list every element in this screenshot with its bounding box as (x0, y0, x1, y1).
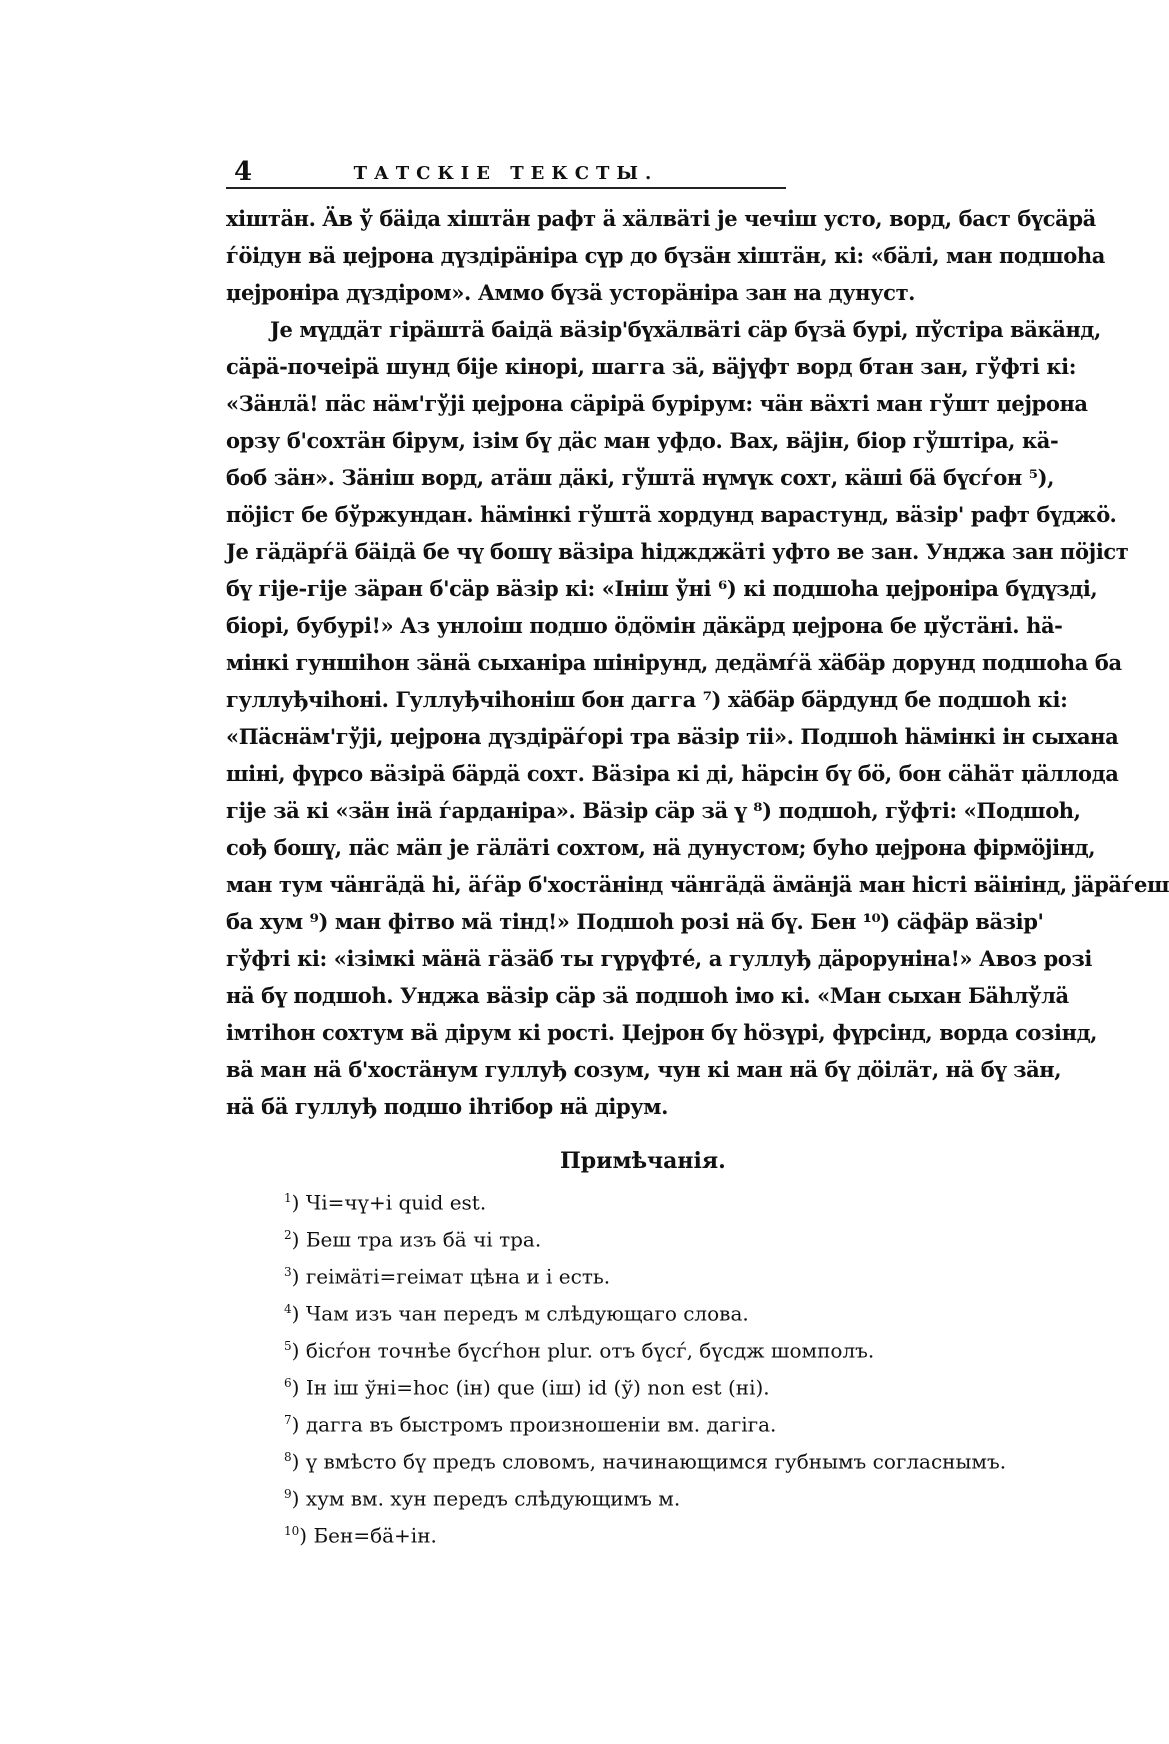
footnote: $^{10}$) Бен=бä+ін. (284, 1523, 437, 1548)
text-line: орзу б'сохтäн бірум, ізім бү дäс ман уфдо. Вах, вäјін, біор гўштіра, кä- (226, 428, 1059, 453)
text-line: пöјіст бе бўржундан. häмінкі гўштä хордунд варастунд, вäзір' рафт бүджö. (226, 502, 1117, 527)
footnote-text: Ін іш ўні=hoc (ін) que (іш) id (ў) non est (ні). (305, 1375, 770, 1400)
footnote: $^8$) ү вмѣсто бү предъ словомъ, начинающимся губнымъ согласнымъ. (284, 1449, 1007, 1474)
text-line: боб зäн». Зäніш ворд, атäш дäкі, гўштä нүмүк сохт, кäші бä бүсѓон ⁵), (226, 465, 1055, 490)
page-number: 4 (234, 157, 253, 187)
text-line: сäрä-почеірä шунд біје кінорі, шагга зä, вäјүфт ворд бтан зан, гўфті кі: (226, 354, 1077, 379)
footnote: $^1$) Чі=чү+і quid est. (284, 1190, 487, 1215)
footnote: $^4$) Чам изъ чан передъ м слѣдующаго слова. (284, 1301, 749, 1326)
text-line: џејроніра дүздіром». Аммо бүзä усторäніра зан на дунуст. (226, 280, 916, 305)
running-title: ТАТСКІЕ ТЕКСТЫ. (353, 163, 659, 184)
footnote-text: Чам изъ чан передъ м слѣдующаго слова. (305, 1301, 749, 1326)
text-line: шіні, фүрсо вäзірä бäрдä сохт. Вäзіра кі ді, häрсін бү бö, бон сähäт џäллода (226, 761, 1119, 786)
footnote-mark: 9 (284, 1487, 292, 1501)
text-line: бү гіје-гіје зäран б'сäр вäзір кі: «Ініш ўні ⁶) кі подшоhа џејроніра бүдүзді, (226, 576, 1098, 601)
text-line: гуллуђчіhоні. Гуллуђчіhоніш бон дагга ⁷) хäбäр бäрдунд бе подшоh кі: (226, 687, 1068, 712)
footnote-text: дагга въ быстромъ произношеніи вм. дагіга. (305, 1412, 777, 1437)
footnote-mark: 10 (284, 1524, 300, 1538)
footnote: $^7$) дагга въ быстромъ произношеніи вм. дагіга. (284, 1412, 777, 1437)
text-line: сођ бошү, пäс мäп је гäлäті сохтом, нä дунустом; буhо џејрона фірмöјінд, (226, 835, 1096, 860)
footnote: $^5$) бісѓон точнѣе бүсѓhон plur. отъ бүсѓ, бүсдж шомполъ. (284, 1338, 875, 1363)
footnote-mark: 5 (284, 1339, 292, 1353)
text-line: біорі, бубурі!» Аз унлоіш подшо öдöмін дäкäрд џејрона бе џўстäні. hä- (226, 613, 1063, 638)
footnote-mark: 4 (284, 1302, 292, 1316)
footnote: $^2$) Беш тра изъ бä чі тра. (284, 1227, 542, 1252)
footnote-text: Беш тра изъ бä чі тра. (305, 1227, 542, 1252)
footnote-text: ү вмѣсто бү предъ словомъ, начинающимся губнымъ согласнымъ. (305, 1449, 1007, 1474)
text-line: вä ман нä б'хостäнум гуллуђ созум, чун кі ман нä бү дöілäт, нä бү зäн, (226, 1057, 1062, 1082)
text-line: гўфті кі: «ізімкі мäнä гäзäб ты гүрүфтé, а гуллуђ дäроруніна!» Авоз розі (226, 946, 1092, 971)
footnote: $^6$) Ін іш ўні=hoc (ін) que (іш) id (ў) non est (ні). (284, 1375, 770, 1400)
text-line: гіје зä кі «зäн інä ѓарданіра». Вäзір сäр зä ү ⁸) подшоh, гўфті: «Подшоh, (226, 798, 1081, 823)
text-line: Је мүддäт гірäштä баідä вäзір'бүхäлвäті сäр бүзä бурі, пўстіра вäкäнд, (270, 317, 1101, 342)
footnote-mark: 2 (284, 1228, 292, 1242)
footnote-mark: 3 (284, 1265, 292, 1279)
footnote: $^9$) хум вм. хун передъ слѣдующимъ м. (284, 1486, 681, 1511)
text-line: мінкі гуншіhон зäнä сыханіра шінірунд, дедäмѓä хäбäр дорунд подшоhа ба (226, 650, 1122, 675)
text-line: ѓöідун вä џејрона дүздірäніра сүр до бүзäн хіштäн, кі: «бäлі, ман подшоhа (226, 243, 1105, 268)
text-line: нä бү подшоh. Унджа вäзір сäр зä подшоh імо кі. «Ман сыхан Бähлўлä (226, 983, 1069, 1008)
text-line: ман тум чäнгäдä hі, äѓäр б'хостäнінд чäнгäдä äмäнјä ман hісті вäінінд, јäрäѓеш (226, 872, 1169, 897)
text-line: ба хум ⁹) ман фітво мä тінд!» Подшоh розі нä бү. Бен ¹⁰) сäфäр вäзір' (226, 909, 1044, 934)
footnote-text: Чі=чү+і quid est. (305, 1190, 487, 1215)
main-text (226, 200, 1169, 1125)
footnote-text: Бен=бä+ін. (313, 1523, 437, 1548)
footnotes (284, 1180, 1007, 1550)
text-line: імтіhон сохтум вä дірум кі ростi. Џејрон бү höзүрі, фүрсінд, ворда созінд, (226, 1020, 1098, 1045)
text-line: «Зäнлä! пäс нäм'гўјі џејрона сäрірä бурірум: чäн вäхті ман гўшт џејрона (226, 391, 1088, 416)
footnote-mark: 8 (284, 1450, 292, 1464)
footnote: $^3$) геімäті=геімат цѣна и і есть. (284, 1264, 611, 1289)
text-line: нä бä гуллуђ подшо іhтібор нä дірум. (226, 1094, 669, 1119)
text-line: хіштäн. Äв ў бäіда хіштäн рафт ä хäлвäті је чечіш усто, ворд, баст бүсäрä (226, 206, 1096, 231)
notes-title: Примѣчанія. (560, 1148, 726, 1174)
footnote-mark: 6 (284, 1376, 292, 1390)
footnote-text: бісѓон точнѣе бүсѓhон plur. отъ бүсѓ, бүсдж шомполъ. (305, 1338, 875, 1363)
page-header (226, 157, 786, 189)
footnote-text: геімäті=геімат цѣна и і есть. (305, 1264, 611, 1289)
footnote-mark: 7 (284, 1413, 292, 1427)
text-line: «Пäснäм'гўјі, џејрона дүздірäѓорі тра вäзір тіі». Подшоh häмінкі ін сыхана (226, 724, 1119, 749)
footnote-text: хум вм. хун передъ слѣдующимъ м. (305, 1486, 681, 1511)
text-line: Је гäдäрѓä бäідä бе чү бошү вäзіра hіджджäті уфто ве зан. Унджа зан пöјіст (226, 539, 1129, 564)
footnote-mark: 1 (284, 1191, 292, 1205)
